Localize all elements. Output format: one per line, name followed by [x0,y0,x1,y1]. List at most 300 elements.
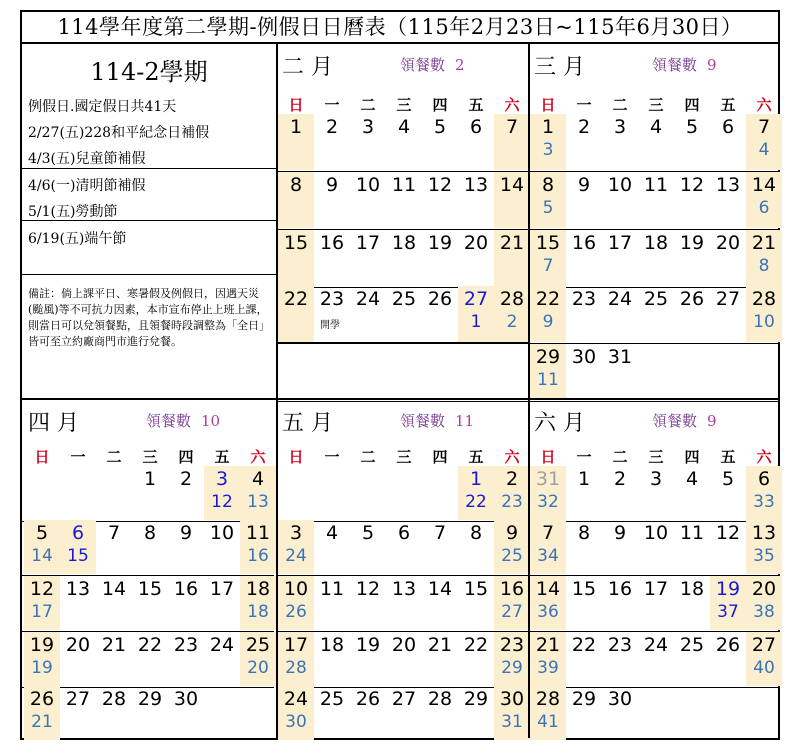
meal-number: 37 [717,602,739,622]
day-number: 5 [35,522,49,544]
day-number: 7 [541,522,555,544]
day-number: 24 [209,634,235,656]
day-cell [96,686,132,740]
weekday-header: 一 [576,448,592,466]
day-cell [638,114,674,170]
day-cell [386,686,422,740]
day-number: 11 [391,174,417,196]
day-number: 13 [751,522,777,544]
day-number: 22 [571,634,597,656]
day-number: 3 [289,522,303,544]
day-number: 2 [179,468,193,490]
day-cell [602,466,638,520]
weekday-header: 三 [142,448,158,466]
day-number: 27 [65,688,91,710]
day-cell [530,172,566,228]
weekday-header: 二 [360,96,376,114]
meals-label: 領餐數 [652,412,698,430]
day-cell [168,520,204,574]
meal-number: 35 [753,546,775,566]
meal-count-label [652,410,717,431]
month-name: 三 月 [534,55,585,80]
day-number: 8 [541,174,555,196]
holiday-count: 例假日.國定假日共41天 [28,99,177,115]
day-cell [350,114,386,170]
day-cell [674,230,710,286]
day-cell [710,576,746,630]
day-cell [386,230,422,286]
day-number: 18 [245,578,271,600]
day-number: 14 [427,578,453,600]
day-cell [638,520,674,574]
day-cell [710,520,746,574]
day-cell [746,466,782,520]
day-cell [710,114,746,170]
day-number: 1 [143,468,157,490]
page-title: 114學年度第二學期-例假日日曆表（115年2月23日~115年6月30日） [22,12,778,44]
meal-number: 17 [31,602,53,622]
day-cell [566,576,602,630]
day-cell [132,576,168,630]
day-cell [530,114,566,170]
day-number: 10 [283,578,309,600]
day-number: 4 [251,468,265,490]
holiday-item: 4/6(一)清明節補假 [28,178,146,194]
day-cell [746,576,782,630]
day-cell [746,286,782,342]
weekday-header: 三 [396,96,412,114]
day-number: 18 [319,634,345,656]
calendar-frame [20,10,780,740]
day-cell [278,520,314,574]
day-number: 20 [715,232,741,254]
day-cell [710,172,746,228]
day-number: 5 [721,468,735,490]
weekday-header: 二 [612,96,628,114]
day-number: 25 [245,634,271,656]
weekday-header: 一 [576,96,592,114]
day-number: 3 [613,116,627,138]
day-cell [530,632,566,686]
day-number: 7 [107,522,121,544]
day-number: 24 [283,688,309,710]
day-cell [386,632,422,686]
meal-number: 22 [465,492,487,512]
day-cell [494,286,530,342]
day-cell [96,576,132,630]
day-cell [60,632,96,686]
day-cell [458,576,494,630]
weekday-header: 一 [70,448,86,466]
day-number: 13 [463,174,489,196]
day-number: 13 [65,578,91,600]
meal-number: 32 [537,492,559,512]
day-cell [422,172,458,228]
day-number: 27 [391,688,417,710]
meal-number: 31 [501,712,523,732]
day-number: 5 [685,116,699,138]
day-number: 8 [289,174,303,196]
day-cell [458,520,494,574]
day-cell [458,172,494,228]
day-number: 10 [643,522,669,544]
weekday-header: 六 [250,448,266,466]
day-cell [278,576,314,630]
day-cell [494,466,530,520]
day-cell [422,520,458,574]
day-cell [386,286,422,342]
meal-number: 30 [285,712,307,732]
day-number: 12 [29,578,55,600]
day-cell [422,632,458,686]
weekday-header: 二 [106,448,122,466]
section-divider [22,398,778,400]
weekday-header: 四 [432,96,448,114]
weekday-header: 五 [468,96,484,114]
day-cell [638,576,674,630]
day-number: 22 [463,634,489,656]
day-cell [566,286,602,342]
day-cell [314,632,350,686]
day-number: 23 [173,634,199,656]
day-cell [566,172,602,228]
day-number: 25 [391,288,417,310]
day-number: 23 [607,634,633,656]
day-cell [674,632,710,686]
meal-number: 18 [247,602,269,622]
day-cell [530,686,566,740]
day-number: 13 [391,578,417,600]
weekday-header: 五 [720,96,736,114]
meals-count: 9 [707,56,717,74]
day-number: 28 [535,688,561,710]
month-panel [528,44,778,398]
day-cell [314,286,350,342]
meals-label: 領餐數 [400,412,446,430]
day-cell [602,344,638,400]
day-number: 12 [679,174,705,196]
day-number: 21 [101,634,127,656]
day-number: 9 [325,174,339,196]
day-cell [278,286,314,342]
day-number: 19 [715,578,741,600]
day-cell [494,520,530,574]
weekday-header: 一 [324,96,340,114]
meals-count: 11 [455,412,475,430]
day-cell [710,632,746,686]
day-number: 26 [715,634,741,656]
day-cell [60,520,96,574]
meals-count: 10 [201,412,221,430]
day-cell [314,576,350,630]
day-cell [204,466,240,520]
day-number: 17 [607,232,633,254]
meal-number: 41 [537,712,559,732]
day-number: 10 [209,522,235,544]
day-number: 18 [679,578,705,600]
day-number: 28 [101,688,127,710]
day-number: 22 [535,288,561,310]
day-cell [458,286,494,342]
day-cell [566,230,602,286]
day-number: 11 [319,578,345,600]
meal-number: 13 [247,492,269,512]
meal-number: 29 [501,658,523,678]
meal-number: 39 [537,658,559,678]
day-cell [314,230,350,286]
meal-number: 3 [542,140,554,160]
day-number: 2 [505,468,519,490]
info-divider [22,220,276,221]
day-number: 16 [499,578,525,600]
day-cell [24,520,60,574]
day-number: 29 [571,688,597,710]
weekday-header: 六 [756,96,772,114]
day-cell [638,286,674,342]
weekday-header: 日 [34,448,50,466]
day-cell [314,520,350,574]
day-cell [350,576,386,630]
day-number: 18 [643,232,669,254]
meal-number: 1 [470,312,482,332]
day-cell [530,520,566,574]
day-number: 3 [649,468,663,490]
day-number: 28 [499,288,525,310]
day-number: 8 [143,522,157,544]
day-cell [386,114,422,170]
day-cell [458,466,494,520]
day-cell [494,230,530,286]
day-number: 24 [643,634,669,656]
day-cell [746,172,782,228]
meal-number: 33 [753,492,775,512]
semester-title: 114-2學期 [90,58,208,86]
day-cell [494,632,530,686]
day-number: 19 [679,232,705,254]
holiday-item: 4/3(五)兒童節補假 [28,151,146,167]
day-cell [350,686,386,740]
month-name: 二 月 [282,55,333,80]
day-number: 26 [427,288,453,310]
day-cell [132,686,168,740]
day-number: 7 [505,116,519,138]
day-number: 1 [541,116,555,138]
day-cell [746,230,782,286]
day-cell [314,114,350,170]
column-divider [276,44,278,738]
day-cell [710,466,746,520]
day-cell [602,686,638,740]
column-divider [528,44,530,738]
day-cell [494,172,530,228]
meal-number: 4 [758,140,770,160]
meal-number: 9 [542,312,554,332]
day-number: 25 [643,288,669,310]
day-number: 9 [505,522,519,544]
day-cell [674,172,710,228]
day-cell [278,172,314,228]
day-cell [132,632,168,686]
day-number: 12 [355,578,381,600]
info-divider [22,274,276,275]
meal-number: 16 [247,546,269,566]
info-divider [22,168,276,169]
day-number: 26 [29,688,55,710]
day-cell [458,632,494,686]
meal-number: 20 [247,658,269,678]
remark-note: 備註：倘上課平日、寒暑假及例假日，因遇天災(颱風)等不可抗力因素，本市宣布停止上班上課，則當日可以兌領餐點，且領餐時段調整為「全日」皆可至立約廠商門市進行兌餐。 [28,287,270,348]
day-cell [24,686,60,740]
day-cell [566,466,602,520]
weekday-header: 三 [648,96,664,114]
day-number: 4 [649,116,663,138]
day-cell [674,576,710,630]
day-number: 24 [607,288,633,310]
day-cell [638,466,674,520]
day-number: 15 [571,578,597,600]
day-number: 31 [607,346,633,368]
day-cell [746,632,782,686]
day-number: 6 [71,522,85,544]
day-number: 19 [29,634,55,656]
day-cell [674,114,710,170]
day-number: 28 [751,288,777,310]
weekday-header: 五 [214,448,230,466]
meal-count-label [400,54,465,75]
day-number: 12 [427,174,453,196]
day-cell [24,632,60,686]
day-cell [168,466,204,520]
day-number: 15 [137,578,163,600]
day-cell [240,632,276,686]
day-number: 1 [577,468,591,490]
day-cell [566,344,602,400]
weekday-header: 三 [648,448,664,466]
day-number: 6 [469,116,483,138]
day-cell [602,114,638,170]
day-number: 23 [499,634,525,656]
day-number: 21 [427,634,453,656]
day-number: 27 [463,288,489,310]
day-cell [530,344,566,400]
day-number: 21 [751,232,777,254]
day-cell [422,114,458,170]
row-divider [276,342,528,343]
weekday-header: 四 [432,448,448,466]
day-number: 13 [715,174,741,196]
day-cell [530,286,566,342]
day-number: 20 [391,634,417,656]
day-cell [350,520,386,574]
day-number: 21 [499,232,525,254]
meal-number: 11 [537,370,559,390]
day-number: 2 [577,116,591,138]
day-number: 25 [679,634,705,656]
meal-number: 8 [758,256,770,276]
day-number: 15 [283,232,309,254]
day-cell [566,114,602,170]
day-number: 6 [757,468,771,490]
day-number: 6 [721,116,735,138]
meal-number: 25 [501,546,523,566]
meal-number: 6 [758,198,770,218]
day-number: 23 [571,288,597,310]
day-cell [674,520,710,574]
day-number: 29 [535,346,561,368]
meals-label: 領餐數 [400,56,446,74]
day-number: 17 [643,578,669,600]
day-cell [278,230,314,286]
day-number: 30 [499,688,525,710]
meals-label: 領餐數 [146,412,192,430]
day-cell [60,576,96,630]
meal-number: 12 [211,492,233,512]
day-cell [350,172,386,228]
meal-number: 40 [753,658,775,678]
day-number: 8 [469,522,483,544]
day-number: 27 [751,634,777,656]
weekday-header: 四 [178,448,194,466]
meal-number: 26 [285,602,307,622]
weekday-header: 四 [684,96,700,114]
day-number: 7 [757,116,771,138]
day-cell [602,172,638,228]
meal-number: 19 [31,658,53,678]
day-cell [602,576,638,630]
day-cell [24,576,60,630]
day-number: 27 [715,288,741,310]
meal-number: 15 [67,546,89,566]
day-number: 17 [283,634,309,656]
day-cell [314,686,350,740]
day-number: 14 [101,578,127,600]
day-cell [458,686,494,740]
meal-count-label [400,410,474,431]
day-cell [386,576,422,630]
day-cell [422,286,458,342]
meal-number: 14 [31,546,53,566]
day-number: 9 [577,174,591,196]
day-cell [168,576,204,630]
day-number: 11 [245,522,271,544]
day-number: 30 [571,346,597,368]
day-cell [530,466,566,520]
weekday-header: 日 [288,96,304,114]
weekday-header: 五 [468,448,484,466]
day-cell [350,286,386,342]
weekday-header: 日 [288,448,304,466]
weekday-header: 三 [396,448,412,466]
day-cell [638,172,674,228]
meal-number: 7 [542,256,554,276]
day-cell [674,286,710,342]
meal-number: 10 [753,312,775,332]
meal-count-label [146,410,220,431]
weekday-header: 二 [612,448,628,466]
day-number: 17 [355,232,381,254]
day-cell [96,520,132,574]
day-cell [638,230,674,286]
day-cell [530,230,566,286]
day-cell [204,520,240,574]
day-number: 9 [613,522,627,544]
holiday-item: 6/19(五)端午節 [28,231,127,247]
day-number: 6 [397,522,411,544]
day-number: 20 [65,634,91,656]
day-number: 12 [715,522,741,544]
weekday-header: 六 [504,448,520,466]
day-number: 2 [325,116,339,138]
